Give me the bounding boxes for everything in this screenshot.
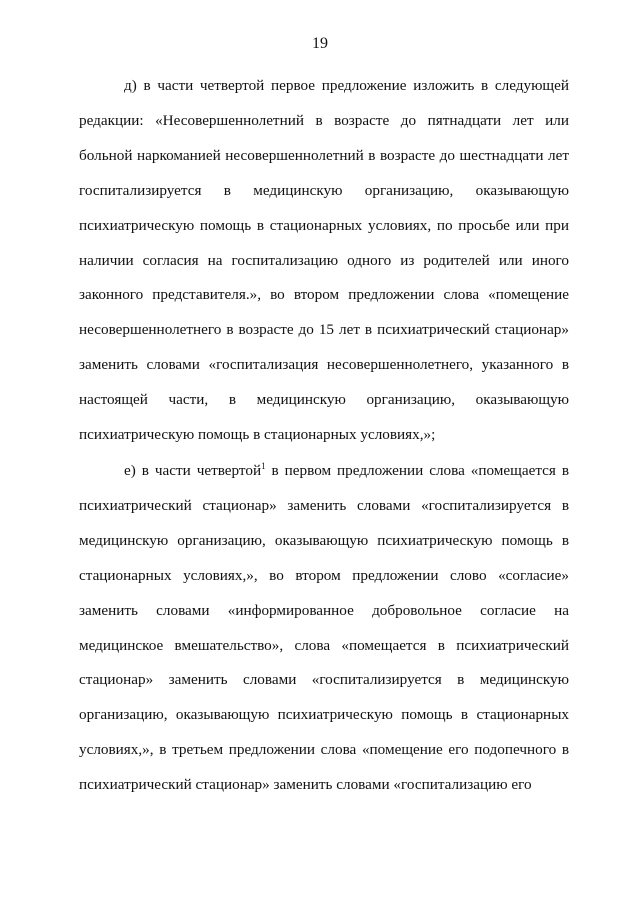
paragraph-e-start: е) в части четвертой [124, 462, 262, 479]
page-number: 19 [312, 35, 328, 52]
paragraph-d: д) в части четвертой первое предложение изложить в следующей редакции: «Несовершеннолетний в возрасте до пятнадцати лет или больной наркоманией несовершеннолетний в возрасте до шестнадцати лет госпитализируется в медицинскую организацию, оказывающую психиатрическую помощь в стационарных условиях, по просьбе или при наличии согласия на госпитализацию одного из родителей или иного законного представителя.», во втором предложении слова «помещение несовершеннолетнего в возрасте до 15 лет в психиатрический стационар» заменить словами «госпитализация несовершеннолетнего, указанного в настоящей части, в медицинскую организацию, оказывающую психиатрическую помощь в стационарных условиях,»; [79, 77, 569, 444]
paragraph-e [79, 454, 569, 803]
paragraph-d-block [79, 69, 569, 453]
footnote-superscript: 1 [261, 461, 266, 471]
paragraph-e-rest: в первом предложении слова «помещается в психиатрический стационар» заменить словами «госпитализируется в медицинскую организацию, оказывающую психиатрическую помощь в стационарных условиях,», во втором предложении слово «согласие» заменить словами «информированное добровольное согласие на медицинское вмешательство», слова «помещается в психиатрический стационар» заменить словами «госпитализируется в медицинскую организацию, оказывающую психиатрическую помощь в стационарных условиях,», в третьем предложении слова «помещение его подопечного в психиатрический стационар» заменить словами «госпитализацию его [79, 462, 569, 794]
paragraph-e-block [79, 454, 569, 803]
